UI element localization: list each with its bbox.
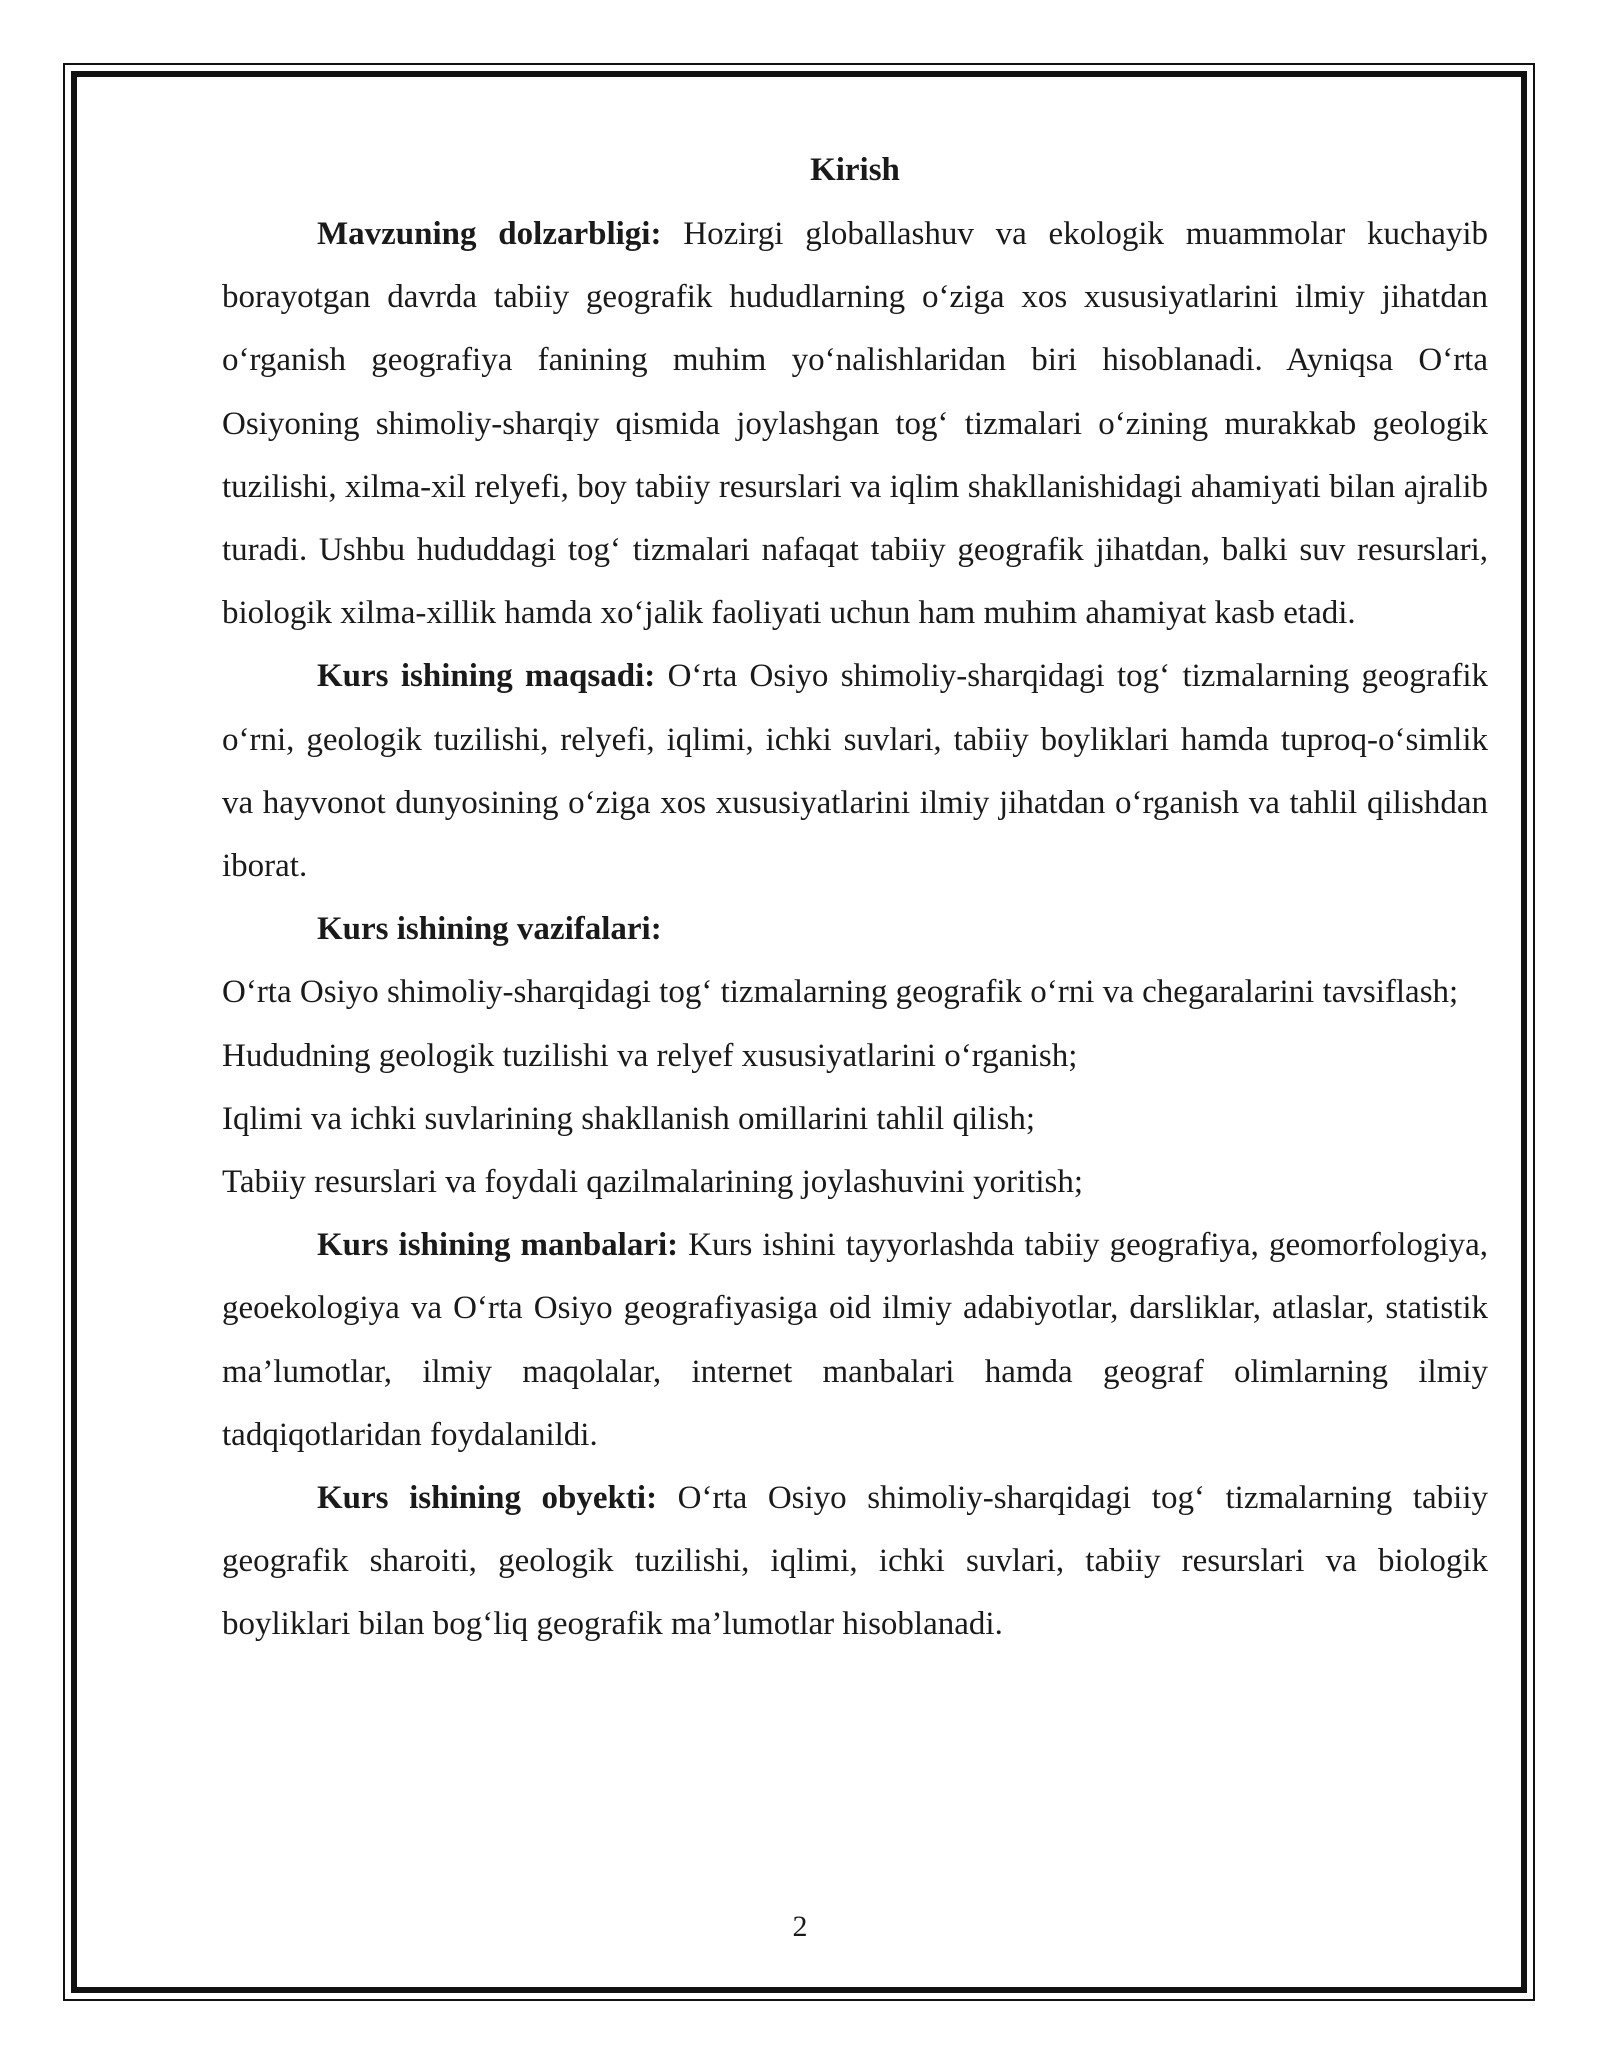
task-item: O‘rta Osiyo shimoliy-sharqidagi tog‘ tizmalarning geografik o‘rni va chegaralarini tavsiflash; (222, 974, 1459, 1011)
task-item: Tabiiy resurslari va foydali qazilmalarining joylashuvini yoritish; (222, 1164, 1083, 1201)
sources-text: Kurs ishini tayyorlashda tabiiy geografiya, geomorfologiya, geoekologiya va O‘rta Osiyo geografiyasiga oid ilmiy adabiyotlar, darsliklar, atlaslar, statistik ma’lumotlar, ilmiy maqolalar, internet manbalari hamda geograf olimlarning ilmiy tadqiqotlaridan foydalanildi. (222, 1227, 1488, 1453)
goal-heading: Kurs ishining maqsadi: (317, 658, 656, 695)
tasks-heading: Kurs ishining vazifalari: (317, 911, 662, 948)
sources-paragraph (222, 1214, 1488, 1467)
goal-text: O‘rta Osiyo shimoliy-sharqidagi tog‘ tizmalarning geografik o‘rni, geologik tuzilishi, relyefi, iqlimi, ichki suvlari, tabiiy boyliklari hamda tuproq-o‘simlik va hayvonot dunyosining o‘ziga xos xususiyatlarini ilmiy jihatdan o‘rganish va tahlil qilishdan iborat. (222, 658, 1488, 885)
object-text: O‘rta Osiyo shimoliy-sharqidagi tog‘ tizmalarning tabiiy geografik sharoiti, geologik tuzilishi, iqlimi, ichki suvlari, tabiiy resurslari va biologik boyliklari bilan bog‘liq geografik ma’lumotlar hisoblanadi. (222, 1480, 1488, 1643)
document-title: Kirish (810, 152, 900, 188)
relevance-heading: Mavzuning dolzarbligi: (317, 216, 662, 252)
relevance-paragraph (222, 203, 1488, 645)
relevance-text: Hozirgi globallashuv va ekologik muammolar kuchayib borayotgan davrda tabiiy geografik hududlarning o‘ziga xos xususiyatlarini ilmiy jihatdan o‘rganish geografiya fanining muhim yo‘nalishlaridan biri hisoblanadi. Ayniqsa O‘rta Osiyoning shimoliy-sharqiy qismida joylashgan tog‘ tizmalari o‘zining murakkab geologik tuzilishi, xilma-xil relyefi, boy tabiiy resurslari va iqlim shakllanishidagi ahamiyati bilan ajralib turadi. Ushbu hududdagi tog‘ tizmalari nafaqat tabiiy geografik jihatdan, balki suv resurslari, biologik xilma-xillik hamda xo‘jalik faoliyati uchun ham muhim ahamiyat kasb etadi. (222, 216, 1489, 632)
page-number: 2 (792, 1910, 808, 1943)
task-item: Iqlimi va ichki suvlarining shakllanish omillarini tahlil qilish; (222, 1100, 1035, 1137)
document-body (222, 140, 1488, 1657)
sources-heading: Kurs ishining manbalari: (317, 1227, 679, 1264)
object-heading: Kurs ishining obyekti: (317, 1480, 658, 1517)
goal-paragraph (222, 645, 1488, 898)
object-paragraph (222, 1467, 1488, 1657)
task-item: Hududning geologik tuzilishi va relyef xususiyatlarini o‘rganish; (222, 1037, 1078, 1074)
